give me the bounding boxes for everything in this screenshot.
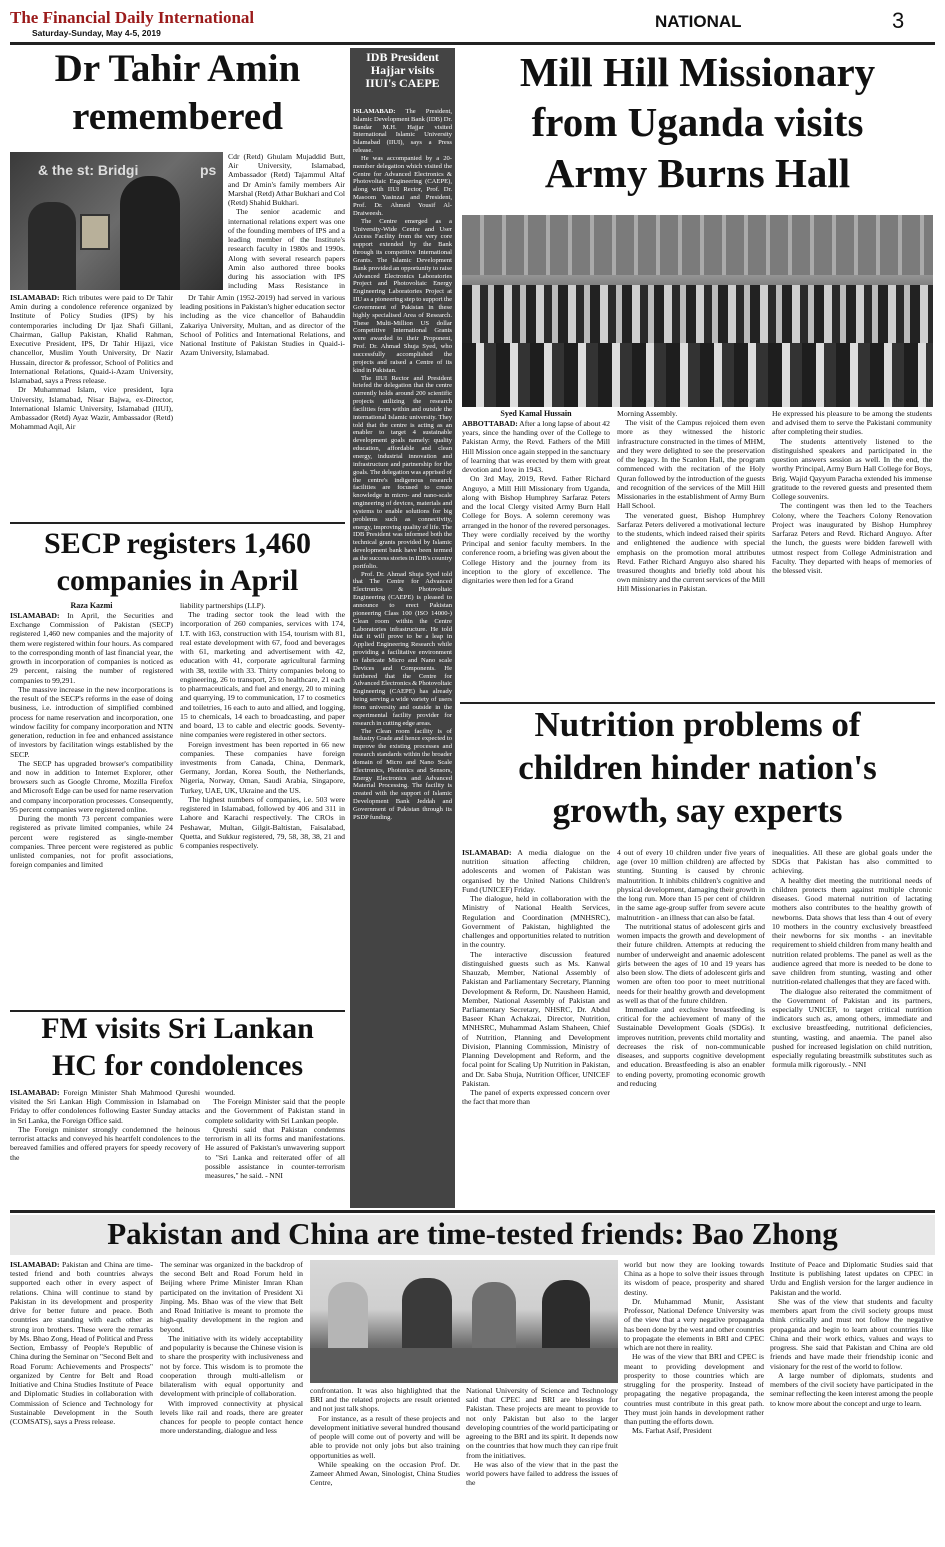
dateline: ISLAMABAD: xyxy=(10,293,60,302)
millhill-col1: ABBOTTABAD: After a long lapse of about 42 years, since the handing over of the College to Pakistan Army, the Revd. Fathers of the Mill Hill Mission once again stepped in the sanctuary of learning that was erected by them with great devotion and love in 1943. On 3rd May, 2019, Revd. Father Richard Anguyo, a Mill Hill Missionary from Uganda, along with Bishop Humphrey Sarfaraz Peters and the local Clergy visited Army Burn Hall College for Boys. A solemn ceremony was arranged in the honor of the revered personages. They were cordially received by the worthy Principal and senior faculty members. In the conference room, a briefing was given about the College History and the journey from its inception to the glory of excellence. The dignitaries were then led for a Grand xyxy=(462,419,610,585)
masthead xyxy=(10,6,935,44)
masthead-rule xyxy=(10,42,935,45)
china-top-rule xyxy=(10,1210,935,1213)
millhill-col3: He expressed his pleasure to be among the students and advised them to serve the Pakistani community after completing their studies. The students attentively listened to the distinguished speakers and participated in the question answers session as well. In the end, the worthy Principal, Army Burn Hall College for Boys, Brig. Wajid Qayyum Paracha extended his immense gratitude to the revered guests and presented them College souvenirs. The contingent was then led to the Teachers Colony, where the Teachers Colony Renovation Project was inaugurated by Bishop Humphrey Sarfaraz Peters and Revd. Richard Anguyo. After the lunch, the guests were bidden farewell with utmost respect from College Administration and Faculty. They departed with heaps of memories of the blessed visit. xyxy=(772,409,932,575)
dateline: ISLAMABAD: xyxy=(10,611,60,620)
dateline: ISLAMABAD: xyxy=(353,107,396,115)
china-seminar-photo xyxy=(310,1260,618,1383)
paper-name: The Financial Daily International xyxy=(10,8,255,27)
person-figure-right xyxy=(120,176,180,290)
issue-date: Saturday-Sunday, May 4-5, 2019 xyxy=(32,28,161,38)
nutrition-col1: ISLAMABAD: A media dialogue on the nutrition situation affecting children, adolescents and women of Pakistan was organised by the United Nations Children's Fund (UNICEF) Friday. The dialogue, held in collaboration with the Ministry of National Health Services, Regulation and Coordination (MNHSRC), Government of Pakistan, highlighted the challenges and opportunities related to nutrition in the country. The interactive discussion featured distinguished guests such as Ms. Kanwal Shauzab, Member, National Assembly of Pakistan and Parliamentary Secretary, Planning Development & Reform, Dr. Nausheen Hamid, Member, National Assembly of Pakistan and Parliamentary Secretary, NHSRC, Dr. Abdul Baseer Khan Achakzai, Director, Nutrition, MNHSRC, Muhammad Aslam Shaheen, Chief of Nutrition, Planning and Development Division, Planning Commission, Ministry of Planning Development and Reform, and the focal point for Scaling Up Nutrition in Pakistan, and Dr. Saba Shuja, Nutrition Officer, UNICEF Pakistan. The panel of experts expressed concern over the fact that more than xyxy=(462,848,610,1107)
building-windows xyxy=(462,215,933,275)
banner-text: & the st: Bridgi xyxy=(38,162,139,178)
china-col5: world but now they are looking towards China as a hope to solve their issues through its wisdom of peace, prosperity and shared destiny. Dr. Muhammad Munir, Assistant Professor, National Defence University was of the view that a very negative propaganda has been done by the west and other countries to propagate the elements in BRI and CPEC which are not there in reality. He was of the view that BRI and CPEC is meant to providing development and prosperity to those countries which are struggling for the prosperity. Instead of propagating the negative propaganda, the countries must contribute in this great path. They must join hands in development rather than putting the efforts down. Ms. Farhat Asif, President xyxy=(624,1260,764,1436)
china-col1: ISLAMABAD: Pakistan and China are time-tested friend and both countries always supported each other in every aspect of relations. China will continue to stand by Pakistan in its development and prosperity drive for better future and peace. Both countries are standing with each other as strong iron brothers. These were the remarks by Ms. Bhao Zong, Head of Political and Press Section, Embassy of People's Republic of China during the Seminar on "Second Belt and Road Forum: Achievements and Prospects" organized by Centre for Belt and Road Initiative and China Studies Institute of Peace and Diplomatic Studies in collaboration with Commission of Science and Technology for Sustainable Development in the South (COMSATS), says a Press release. xyxy=(10,1260,153,1426)
china-col4: National University of Science and Technology said that CPEC and BRI are blessings for Pakistan. These projects are meant to provide to not only Pakistan but also to the larger developing countries of the world participating or agreeing to the BRI and its spirit. It depends now on the countries that how much they can ripe fruit from the initiatives. He was also of the view that in the past the world powers have failed to address the issues of the xyxy=(466,1386,618,1488)
idb-body: ISLAMABAD: The President, Islamic Development Bank (IDB) Dr. Bandar M.H. Hajjar visited International Islamic University Islamabad (IIUI), says a Press release. He was accompanied by a 20-member delegation which visited the Centre for Advanced Electronics & Photovoltaic Engineering (CAEPE), along with IIUI Rector, Prof. Dr. Masoom Yasinzai and President, Prof. Dr. Ahmed Yousif Al-Draiweesh. The Centre emerged as a University-Wide Centre and User Access Facility from the very core support extended by the Bank through its competitive International Grants. The Islamic Development Bank provided an opportunity to raise Advanced Electronics Laboratories Project and Photovoltaic Energy Engineering Laboratories Project at IIU as a pioneering step to support the Government of Pakistan in these highly specialised Area of Research. These Multi-Million US dollar Competitive International Grants were awarded to their Proponent, Prof. Dr. Ahmad Shuja Syed, who successfully accomplished the projects and raised a Centre of its kind in Pakistan. The IIUI Rector and President briefed the delegation that the centre currently holds around 200 scientific projects utilizing the research facilities from within and outside the international Islamic university. They told that the centre is acting as an enabler to target 4 sustainable development goals namely: quality education, affordable and clean energy, industrial innovation and infrastructure and partnership for the goals. The delegation was apprised of the centre's indigenous research facilities are focused to create knowledge in micro- and nano-scale engineering of devices, materials and systems to enable solutions for big problems such as connectivity, energy, improving quality of life. The IDB President was informed both the technical grants provided by Islamic development bank have been termed as the success stories in IDB's country portfolio. Prof. Dr. Ahmad Shuja Syed told that The Centre for Advanced Electronics & Photovoltaic Engineering (CAEPE) is pleased to announce to erect Pakistan pioneering Class 100 (ISO 14000-) Clean room within the Centre Laboratories infrastructure. He told that it will prove to be a leap in Applied Engineering Research while providing a facilitative environment to fabricate Micro and Nano scale Devices and Components. He furthered that the Centre for Advanced Electronics & Photovoltaic Engineering (CAEPE) has already being serving a wide variety of users from university and outside in the experimental facility provider for research in cutting edge areas. The Clean room facility is of Industry Grade and hence expected to improve the existing processes and research standards within the broader domain of Micro and Nano Scale Electronics, Photonics and Sensors, Energy Electronics and Advanced Material Processing. The facility is created with the support of Islamic Development Bank Jeddah and Government of Pakistan through its PSDP funding. xyxy=(353,107,453,821)
tahir-body-right: Dr Tahir Amin (1952-2019) had served in various leading positions in Pakistan's higher education sector including as the vice chancellor of Bahauddin Zakariya University, Multan, and as director of the School of Politics and International Relations, and National Institute of Pakistan Studies in Quaid-i-Azam University, Islamabad. xyxy=(180,293,345,358)
china-headline: Pakistan and China are time-tested friends: Bao Zhong xyxy=(107,1216,838,1251)
panel-table xyxy=(310,1348,618,1383)
millhill-group-photo xyxy=(462,215,933,407)
millhill-bottom-rule xyxy=(460,702,935,704)
secp-col2: liability partnerships (LLP). The trading sector took the lead with the incorporation of 260 companies, services with 174, I.T. with 163, construction with 154, tourism with 81, real estate development with 67, food and beverages with 61, marketing and advertisement with 42, education with 41, corporate agricultural farming with 38, textile with 33. Thirty companies belong to engineering, 26 to transport, 25 to healthcare, 21 each to pharmaceuticals, and fuel and energy, 20 to mining and quarrying, 19 to communication, 17 to cosmetics and toiletries, 16 each to auto and allied, and logging, 15 to chemicals, 14 each to broadcasting, and paper and board, 13 to cable and electric goods. Seventy-nine companies were registered in other sectors. Foreign investment has been reported in 66 new companies. These companies have foreign investments from Canada, China, Denmark, Germany, Jordan, Korea South, the Netherlands, Nigeria, Norway, Oman, Saudi Arabia, Singapore, Turkey, UAE, UK, Ukraine and the US. The highest numbers of companies, i.e. 503 were registered in Islamabad, followed by 406 and 311 in Lahore and Karachi respectively. The CROs in Peshawar, Multan, Gilgit-Baltistan, Faisalabad, Quetta, and Sukkur registered, 79, 58, 38, 38, 21 and 6 companies respectively. xyxy=(180,601,345,851)
millhill-byline: Syed Kamal Hussain xyxy=(500,409,572,418)
fm-headline: FM visits Sri Lankan HC for condolences xyxy=(41,1012,314,1083)
page-number: 3 xyxy=(892,8,905,33)
secp-col1: ISLAMABAD: In April, the Securities and Exchange Commission of Pakistan (SECP) registered 1,460 new companies and the majority of them were registered within four hours. As compared to the corresponding month of last financial year, the growth in incorporation of companies is noticed as 29 percent, raising the number of registered companies to 99,291. The massive increase in the new incorporations is the result of the SECP's reforms in the ease of doing business, i.e. introduction of simplified combined process for name reservation and incorporation, one window facility for company incorporation and NTN generation, reduction in fee and enhanced assistance of investors by facilitation wings established by the SECP. The SECP has upgraded browser's compatibility and now in addition to Internet Explorer, other browsers such as Google Chrome, Mozilla Firefox and Microsoft Edge can be used for name reservation and company incorporation processes. Consequently, 95 percent companies were registered online. During the month 73 percent companies were registered as private limited companies, while 24 percent were registered as single-member companies. Three percent were registered as public unlisted companies, not for profit associations, foreign companies and limited xyxy=(10,611,173,870)
tahir-body-right-top: Cdr (Retd) Ghulam Mujaddid Butt, Air University, Islamabad, Ambassador (Retd) Tajammul Altaf and Dr Amin's family members Air Marshal (Retd) Athar Bukhari and Col (Retd) Shahid Bukhari. The senior academic and international relations expert was one of the founding members of IPS and a leading member of the Institute's research faculty in 1980s and 1990s. Along with several research papers Amin also authored three books during his association with IPS including Mass Resistance in xyxy=(228,152,345,290)
tahir-body-left: ISLAMABAD: Rich tributes were paid to Dr Tahir Amin during a condolence reference organized by Institute of Policy Studies (IPS) by his contemporaries including Dr Ijaz Shafi Gillani, Chairman, Gallup Pakistan, Khalid Rahman, Executive President, IPS, Dr Tahir Hijazi, vice chancellor, Muslim Youth University, Dr Nazir Hussain, director & professor, School of Politics and International Relations, Quaid-i-Azam University, Islamabad, says a Press release. Dr Muhammad Islam, vice president, Iqra University, Islamabad, Nisar Bajwa, ex-Director, International Islamic University, Islamabad (IIUI), Ambassador (Retd) Ayaz Wazir, Ambassador (Retd) Mohammad Aqil, Air xyxy=(10,293,173,432)
tahir-bottom-rule xyxy=(10,522,345,524)
speaker-4 xyxy=(542,1280,590,1352)
fm-col2: wounded. The Foreign Minister said that the people and the Government of Pakistan stand in complete solidarity with Sri Lankan people. Qureshi said that Pakistan condemns terrorism in all its forms and manifestations. He assured of Pakistan's unwavering support to "Sri Lanka and reiterated offer of all possible assistance in counter-terrorism measures," he said. - NNI xyxy=(205,1088,345,1181)
secp-byline: Raza Kazmi xyxy=(70,601,113,610)
nutrition-col2: 4 out of every 10 children under five years of age (over 10 million children) are affected by stunting. Stunting is caused by chronic malnutrition. It inhibits children's cognitive and physical development, damaging their growth in the long run. More than 15 per cent of children in the same age-group suffer from severe acute malnutrition - an illness that can also be fatal. The nutritional status of adolescent girls and women impacts the growth and development of their future children. Attempts at reducing the number of underweight and anaemic adolescent girls between the ages of 10 and 19 years has also been slow. The diets of adolescent girls and women are often too poor to meet nutritional needs for their healthy growth and development as well as that of the future children. Immediate and exclusive breastfeeding is critical for the achievement of many of the Sustainable Development Goals (SDGs). It improves nutrition, prevents child mortality and decreases the risk of non-communicable diseases, and supports cognitive development and education. Breastfeeding is also an enabler to ending poverty, promoting economic growth and reducing xyxy=(617,848,765,1088)
fm-col1: ISLAMABAD: Foreign Minister Shah Mahmood Qureshi visited the Sri Lankan High Commission in Islamabad on Friday to offer condolences following Easter Sunday attacks in Sri Lanka, the Foreign Office said. The Foreign minister strongly condemned the heinous terrorist attacks and conveyed his heartfelt condolences to the bereaved families and offered prayers for speedy recovery of the xyxy=(10,1088,200,1162)
speaker-2 xyxy=(402,1278,452,1352)
banner-text-right: ps xyxy=(200,162,217,178)
china-col6: Institute of Peace and Diplomatic Studies said that Institute is publishing latest updates on CPEC in Urdu and English version for the larger audience in Pakistan and the world. She was of the view that students and faculty members apart from the civil society groups must think critically and must not follow the negative propaganda and begin to learn about countries like China and their work ethics, values and ways to progress. She said that Pakistan and China are old friends and have made their friendship iconic and visionary for the rest of the world to follow. A large number of diplomats, students and members of the civil society have participated in the seminar reflecting the keen interest among the people to know more about the concept and urge to learn. xyxy=(770,1260,933,1408)
millhill-headline: Mill Hill Missionary from Uganda visits Army Burns Hall xyxy=(519,49,876,196)
china-col2: The seminar was organized in the backdrop of the second Belt and Road Forum held in Beijing where Prime Minister Imran Khan participated on the invitation of President Xi Jinping. Ms. Bhao was of the view that Belt and Road Initiative is meant to promote the high-quality development in the region and beyond. The initiative with its widely acceptability and popularity is because the Chinese vision is to share the prosperity with inclusiveness and not by force. This wisdom is to promote the cooperation through multi-allelism or bilateralism with equal opportunity and development with principle of collaboration. With improved connectivity at physical levels like rail and roads, there are greater chances for people to people contact hence more understanding, dialogue and less xyxy=(160,1260,303,1436)
secp-headline: SECP registers 1,460 companies in April xyxy=(44,527,311,598)
idb-headline: IDB President Hajjar visits IIUI's CAEPE xyxy=(365,50,440,90)
tahir-headline: Dr Tahir Amin remembered xyxy=(54,47,301,139)
tahir-photo xyxy=(10,152,223,290)
dateline: ISLAMABAD: xyxy=(10,1260,60,1269)
dateline: ISLAMABAD: xyxy=(10,1088,60,1097)
nutrition-headline: Nutrition problems of children hinder nation's growth, say experts xyxy=(518,705,877,830)
speaker-3 xyxy=(472,1282,516,1352)
china-col3: confrontation. It was also highlighted that the BRI and the related projects are result oriented and not just talk shops. For instance, as a result of these projects and development initiative several hundred thousand of people will come out of poverty and will be able to provide not only jobs but also training opportunities as well. While speaking on the occasion Prof. Dr. Zameer Ahmed Awan, Sinologist, China Studies Centre, xyxy=(310,1386,460,1488)
group-row-back xyxy=(462,285,933,345)
speaker-1 xyxy=(328,1282,368,1352)
dateline: ISLAMABAD: xyxy=(462,848,512,857)
shield-award xyxy=(80,214,110,250)
section-label: NATIONAL xyxy=(655,12,742,31)
millhill-col2: Morning Assembly. The visit of the Campus rejoiced them even more as they witnessed the historic infrastructure constructed in the times of MHM, and they were delighted to see the preservation of the legacy. In the Scanlon Hall, the program commenced with the recitation of the Holy Quran followed by the introduction of the guests and recognition of the services of the Mill Hill Missionaries in the establishment of Army Burn Hall School. The venerated guest, Bishop Humphrey Sarfaraz Peters delivered a motivational lecture to the students, which indeed raised their spirits and enlightened the audience with special emphasis on the promotion moral attributes Revd. Father Richard Anguyo also shared his treasured thoughts and briefly told about his own ministry and the current services of the Mill Hill Missionaries in Pakistan. xyxy=(617,409,765,594)
person-figure-left xyxy=(28,202,76,290)
idb-sidebar xyxy=(350,48,455,1208)
dateline: ABBOTTABAD: xyxy=(462,419,518,428)
nutrition-col3: inequalities. All these are global goals under the SDGs that Pakistan has also committed to achieving. A healthy diet meeting the nutritional needs of children protects them against multiple chronic diseases. Good maternal nutrition of lactating mothers also contributes to the healthy growth of newborns. Data shows that less than 4 out of every 10 mothers in the country exclusively breastfeed their newborns for six months - an inevitable requirement to shield children from many health and nutrition related problems. The panel as well as the audience agreed that more is needed to be done to save children from stunting, wasting and other nutrition-related challenges that they are faced with. The dialogue also reiterated the commitment of the Government of Pakistan and its partners, especially UNICEF, to target critical nutrition indicators such as, among others, immediate and exclusive breastfeeding, nutritional deficiencies, stunting, wasting, and anaemia. The panel also pushed for increased legislation on child nutrition, especially regulating breastmilk substitutes such as formula milk rigorously. - NNI xyxy=(772,848,932,1070)
group-row-front xyxy=(462,343,933,407)
